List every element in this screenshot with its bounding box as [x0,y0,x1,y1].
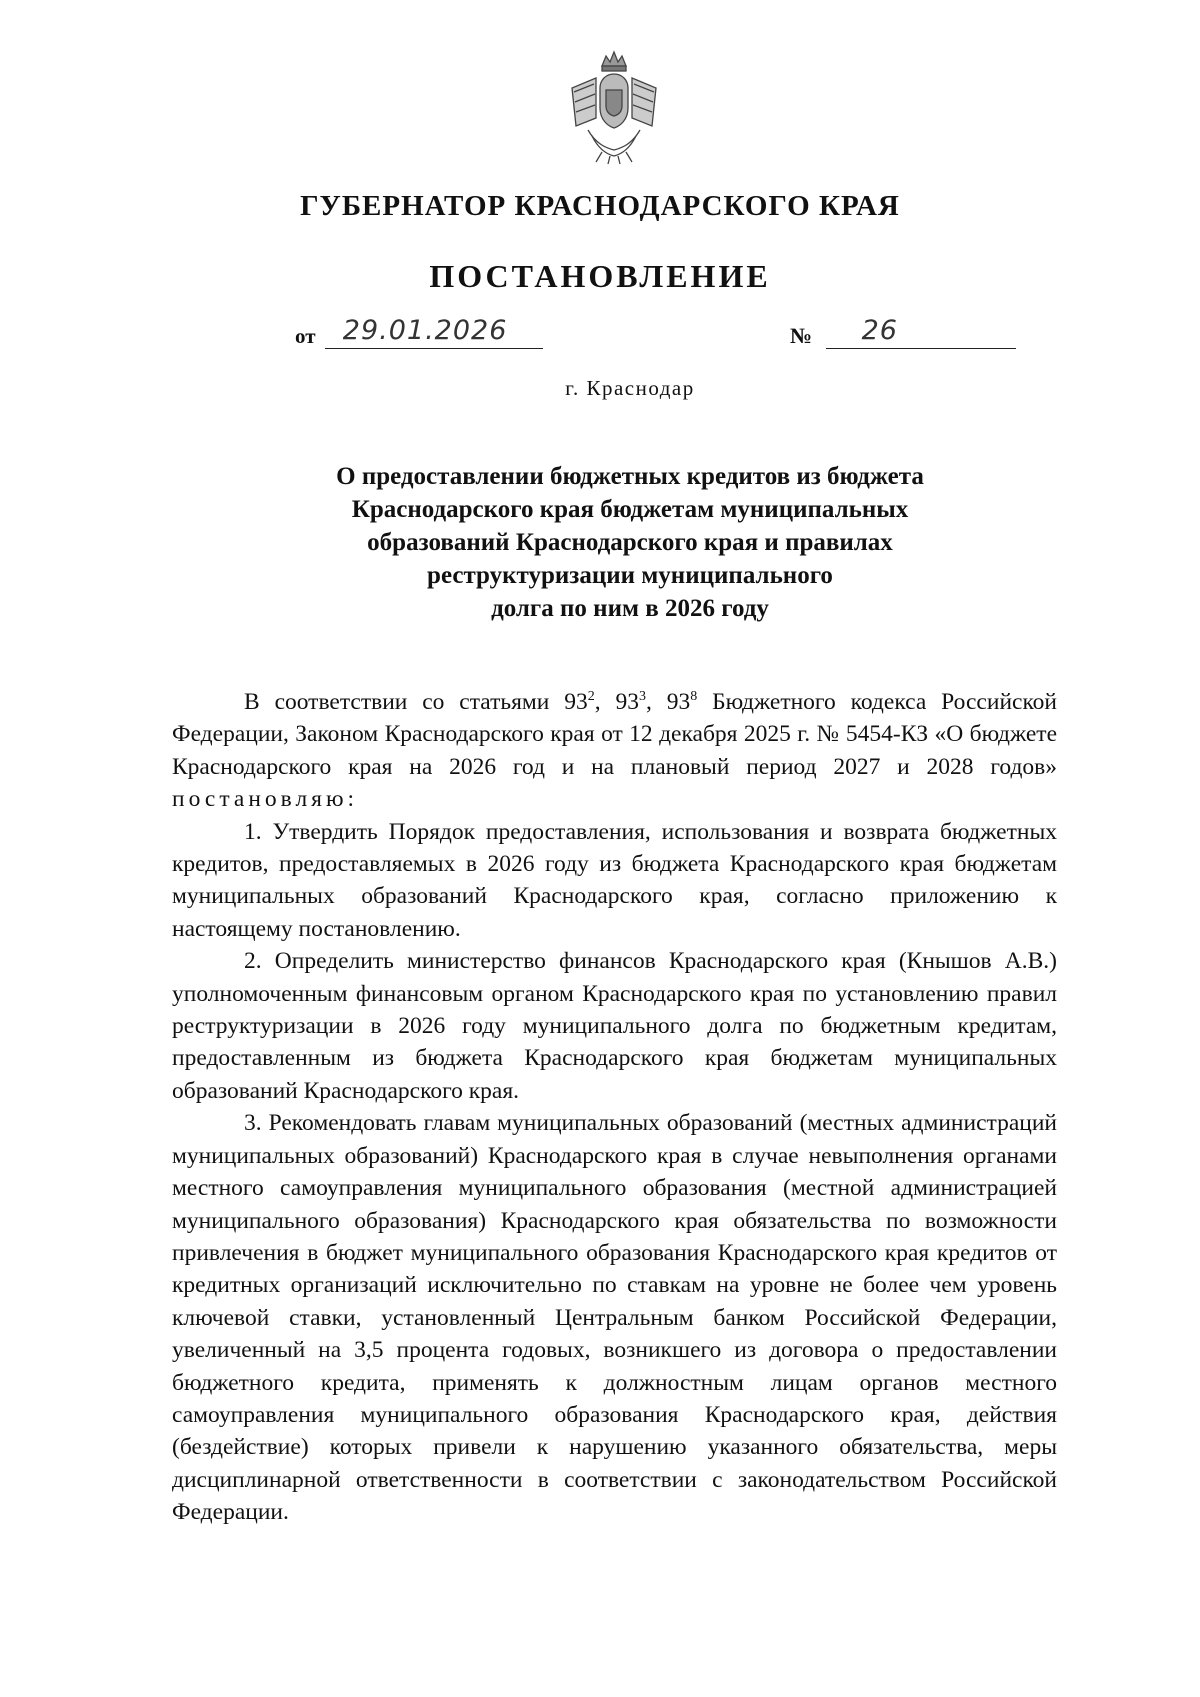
superscript: 3 [639,689,647,704]
superscript: 2 [587,689,595,704]
handwritten-number: 26 [861,315,898,346]
issuing-authority: ГУБЕРНАТОР КРАСНОДАРСКОГО КРАЯ [300,190,900,222]
preamble-paragraph [172,686,1057,816]
document-title [250,460,1010,625]
handwritten-date: 29.01.2026 [342,315,508,346]
number-field [790,315,1016,349]
city-line: г. Краснодар [565,376,695,400]
document-body [172,686,1057,1529]
superscript: 8 [690,689,698,704]
preamble-text: В соответствии со статьями 93 [244,689,588,715]
date-field [295,315,543,349]
date-line [325,315,543,349]
preamble-text: , 93 [646,689,691,715]
coat-of-arms-emblem [566,48,662,166]
clause-paragraph: 1. Утвердить Порядок предоставления, использования и возврата бюджетных кредитов, предоставляемых в 2026 году из бюджета Краснодарского края бюджетам муниципальных образований Краснодарского края, согласно приложению к настоящему постановлению. [172,818,1057,942]
resolve-word: постановляю: [172,786,359,813]
title-line: долга по ним в 2026 году [491,595,769,622]
preamble-text: Бюджетного кодекса Российской Федерации, Законом Краснодарского края от 12 декабря 2025 г. № 5454-КЗ «О бюджете Краснодарского края на 2026 год и на плановый период 2027 и 2028 годов» [172,689,1057,780]
clause-paragraph: 3. Рекомендовать главам муниципальных образований (местных администраций муниципальных образований) Краснодарского края в случае невыполнения органами местного самоуправления муниципального образования (местной администрацией муниципального образования) Краснодарского края обязательства по возможности привлечения в бюджет муниципального образования Краснодарского края кредитов от кредитных организаций исключительно по ставкам на уровне не более чем уровень ключевой ставки, установленный Центральным банком Российской Федерации, увеличенный на 3,5 процента годовых, возникшего из договора о предоставлении бюджетного кредита, применять к должностным лицам органов местного самоуправления муниципального образования Краснодарского края, действия (бездействие) которых привели к нарушению указанного обязательства, меры дисциплинарной ответственности в соответствии с законодательством Российской Федерации. [172,1110,1057,1526]
title-line: О предоставлении бюджетных кредитов из бюджета [336,463,924,490]
title-line: образований Краснодарского края и правилах [367,529,893,556]
number-line [826,315,1016,349]
document-type: ПОСТАНОВЛЕНИЕ [429,258,771,294]
date-prefix: от [295,324,316,348]
preamble-text: , 93 [594,689,640,715]
clause-paragraph: 2. Определить министерство финансов Краснодарского края (Кнышов А.В.) уполномоченным финансовым органом Краснодарского края по установлению правил реструктуризации в 2026 году муниципального долга по бюджетным кредитам, предоставленным из бюджета Краснодарского края бюджетам муниципальных образований Краснодарского края. [172,948,1057,1104]
title-line: Краснодарского края бюджетам муниципальных [351,496,909,523]
number-prefix: № [790,323,813,348]
title-line: реструктуризации муниципального [427,562,833,589]
